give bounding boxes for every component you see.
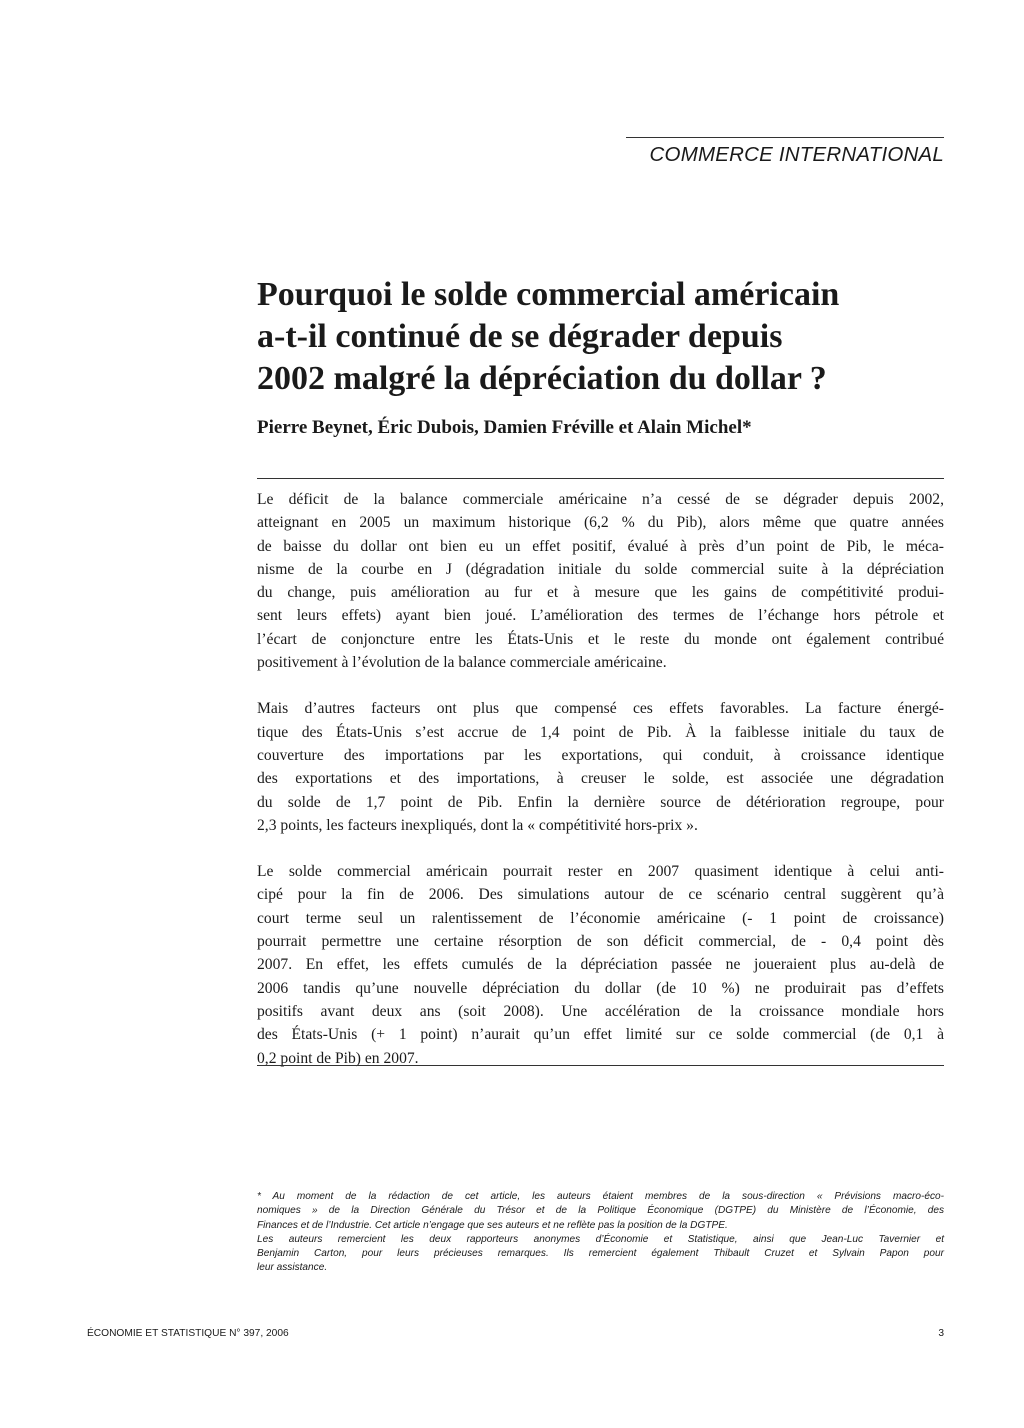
title-line: Pourquoi le solde commercial américain xyxy=(257,276,840,313)
abstract-line: couverture des importations par les exportations, qui conduit, à croissance identique xyxy=(257,746,944,764)
abstract-line: positivement à l’évolution de la balance commerciale américaine. xyxy=(257,654,667,672)
abstract-bottom-rule xyxy=(257,1065,944,1066)
page-number: 3 xyxy=(938,1328,944,1339)
abstract-line: Le déficit de la balance commerciale américaine n’a cessé de se dégrader depuis 2002, xyxy=(257,491,944,508)
article-title xyxy=(257,274,957,400)
abstract-line: nisme de la courbe en J (dégradation initiale du solde commercial suite à la dépréciation xyxy=(257,560,944,578)
abstract-line: du solde de 1,7 point de Pib. Enfin la dernière source de détérioration regroupe, pour xyxy=(257,793,944,811)
abstract-line: des exportations et des importations, à creuser le solde, est associée une dégradation xyxy=(257,770,944,788)
abstract-paragraph xyxy=(257,860,944,1070)
abstract-line: 0,2 point de Pib) en 2007. xyxy=(257,1049,419,1067)
abstract-line: tique des États-Unis s’est accrue de 1,4 point de Pib. À la faiblesse initiale du taux de xyxy=(257,723,944,741)
abstract-line: sent leurs effets) ayant bien joué. L’amélioration des termes de l’échange hors pétrole et xyxy=(257,607,944,625)
journal-reference: ÉCONOMIE ET STATISTIQUE N° 397, 2006 xyxy=(87,1328,289,1339)
abstract-line: l’écart de conjoncture entre les États-Unis et le reste du monde ont également contribué xyxy=(257,630,944,648)
abstract-line: des États-Unis (+ 1 point) n’aurait qu’un effet limité sur ce solde commercial (de 0,1 à xyxy=(257,1026,944,1044)
abstract-line: 2007. En effet, les effets cumulés de la dépréciation passée ne joueraient plus au-delà de xyxy=(257,956,944,974)
abstract-line: atteignant en 2005 un maximum historique (6,2 % du Pib), alors même que quatre années xyxy=(257,514,944,532)
authors-line: Pierre Beynet, Éric Dubois, Damien Fréville et Alain Michel* xyxy=(257,417,752,438)
footnote-line: Finances et de l’Industrie. Cet article n’engage que ses auteurs et ne reflète pas la position de la DGTPE. xyxy=(257,1219,728,1231)
abstract-top-rule xyxy=(257,478,944,479)
abstract-line: du change, puis amélioration au fur et à mesure que les gains de compétitivité produi- xyxy=(257,584,944,602)
abstract-line: Le solde commercial américain pourrait rester en 2007 quasiment identique à celui anti- xyxy=(257,863,944,881)
footnote-line: nomiques » de la Direction Générale du Trésor et de la Politique Économique (DGTPE) du Ministère de l’Économie, des xyxy=(257,1205,944,1217)
footnote-line: Les auteurs remercient les deux rapporteurs anonymes d’Économie et Statistique, ainsi que Jean-Luc Tavernier et xyxy=(257,1233,944,1245)
abstract-line: de baisse du dollar ont bien eu un effet positif, évalué à près d’un point de Pib, le méca- xyxy=(257,537,944,555)
abstract xyxy=(257,488,944,1070)
title-line: 2002 malgré la dépréciation du dollar ? xyxy=(257,360,827,397)
title-line: a-t-il continué de se dégrader depuis xyxy=(257,318,783,355)
footnote-line: leur assistance. xyxy=(257,1262,328,1274)
abstract-paragraph xyxy=(257,488,944,674)
abstract-line: positifs avant deux ans (soit 2008). Une accélération de la croissance mondiale hors xyxy=(257,1002,944,1020)
abstract-line: court terme seul un ralentissement de l’économie américaine (- 1 point de croissance) xyxy=(257,909,944,927)
abstract-line: Mais d’autres facteurs ont plus que compensé ces effets favorables. La facture énergé- xyxy=(257,700,944,718)
footnote-line: * Au moment de la rédaction de cet article, les auteurs étaient membres de la sous-direction « Prévisions macro-éco- xyxy=(257,1191,944,1202)
abstract-line: pourrait permettre une certaine résorption de son déficit commercial, de - 0,4 point dès xyxy=(257,933,944,951)
author-footnote xyxy=(257,1190,944,1276)
abstract-line: 2,3 points, les facteurs inexpliqués, dont la « compétitivité hors-prix ». xyxy=(257,816,698,834)
abstract-line: 2006 tandis qu’une nouvelle dépréciation du dollar (de 10 %) ne produirait pas d’effets xyxy=(257,979,944,997)
abstract-paragraph xyxy=(257,697,944,837)
section-label: COMMERCE INTERNATIONAL xyxy=(649,143,944,166)
abstract-line: cipé pour la fin de 2006. Des simulations autour de ce scénario central suggèrent qu’à xyxy=(257,886,944,904)
section-rule xyxy=(626,137,944,138)
footnote-line: Benjamin Carton, pour leurs précieuses remarques. Ils remercient également Thibault Cruzet et Sylvain Papon pour xyxy=(257,1248,944,1260)
